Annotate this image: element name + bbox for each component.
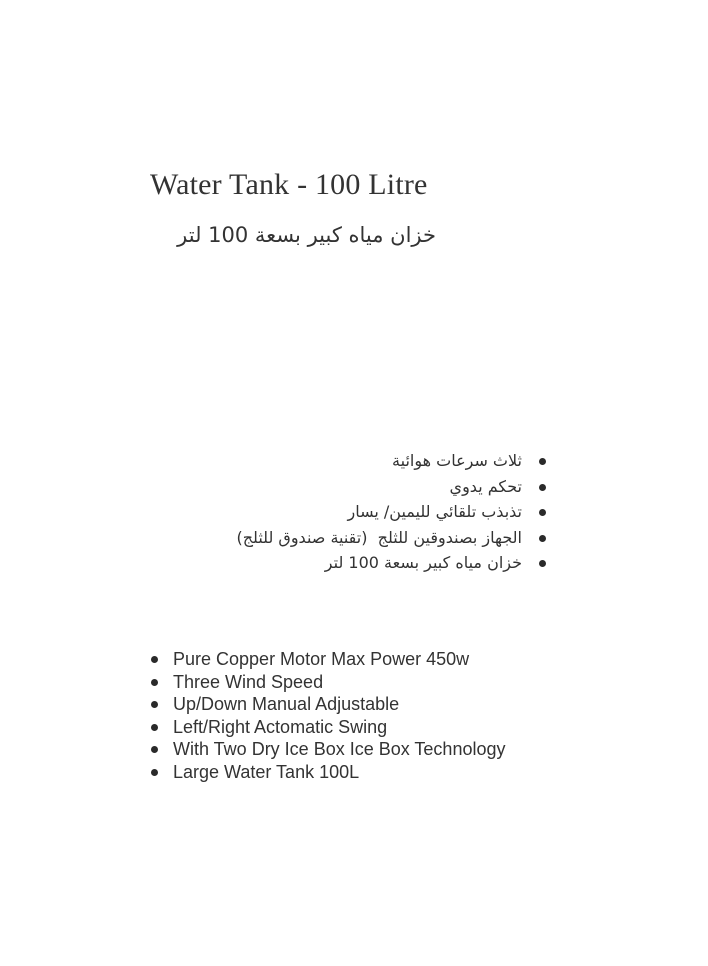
features-list-arabic [236, 448, 546, 576]
list-item [236, 474, 546, 500]
feature-text: Three Wind Speed [173, 671, 324, 692]
bullet-icon [539, 458, 546, 465]
list-item [150, 648, 505, 671]
bullet-icon [151, 656, 158, 663]
list-item [150, 738, 505, 761]
feature-text: ثلاث سرعات هوائية [392, 451, 522, 470]
bullet-icon [539, 560, 546, 567]
bullet-icon [151, 724, 158, 731]
bullet-icon [151, 679, 158, 686]
feature-text: تحكم يدوي [449, 476, 522, 496]
list-item [150, 716, 505, 739]
list-item [150, 671, 505, 694]
title-arabic: خزان مياه كبير بسعة 100 لتر [177, 223, 436, 247]
feature-text: Left/Right Actomatic Swing [173, 716, 388, 737]
list-item [236, 525, 546, 551]
feature-text: With Two Dry Ice Box Ice Box Technology [173, 739, 506, 760]
bullet-icon [151, 746, 158, 753]
list-item [236, 499, 546, 525]
feature-text: Large Water Tank 100L [173, 761, 360, 782]
bullet-icon [539, 509, 546, 516]
bullet-icon [539, 484, 546, 491]
feature-text: Up/Down Manual Adjustable [173, 694, 400, 715]
bullet-icon [151, 701, 158, 708]
feature-text: Pure Copper Motor Max Power 450w [173, 649, 470, 669]
feature-text: خزان مياه كبير بسعة 100 لتر [324, 553, 522, 572]
list-item [236, 448, 546, 474]
bullet-icon [151, 769, 158, 776]
feature-text: الجهاز بصندوقين للثلج (تقنية صندوق للثلج) [236, 527, 522, 547]
features-list-english [150, 648, 505, 784]
list-item [150, 693, 505, 716]
list-item [236, 550, 546, 576]
list-item [150, 761, 505, 784]
feature-text: تذبذب تلقائي لليمين/ يسار [347, 502, 522, 521]
bullet-icon [539, 535, 546, 542]
title-english: Water Tank - 100 Litre [150, 168, 428, 201]
